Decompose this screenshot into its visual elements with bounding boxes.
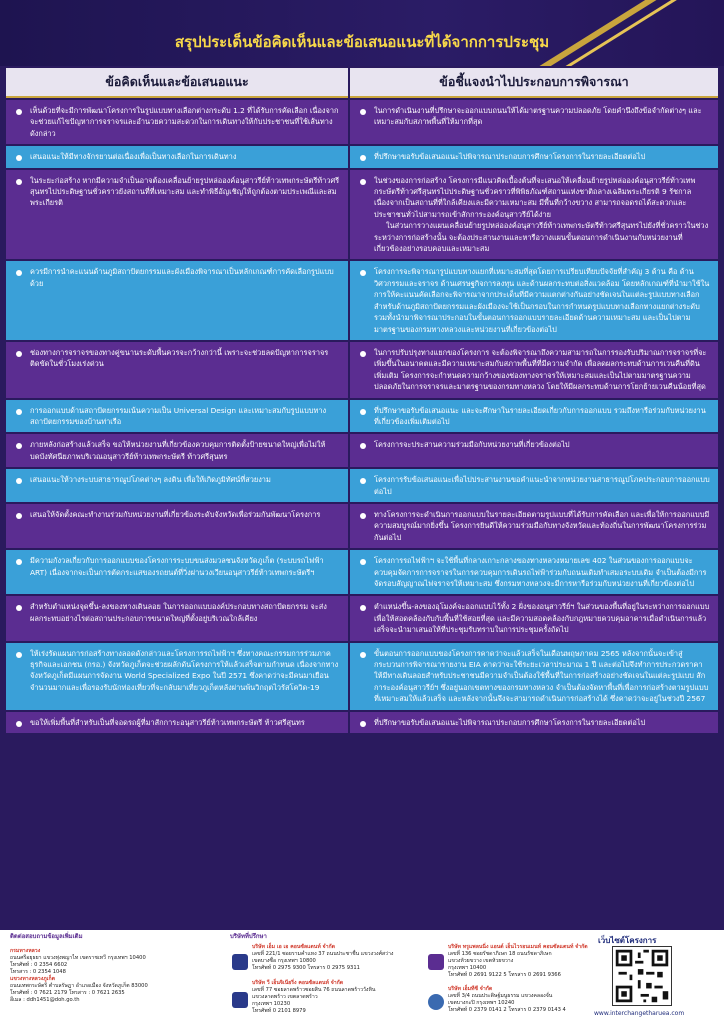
table-row (6, 261, 718, 339)
comment-cell (6, 712, 348, 733)
response-cell (350, 712, 718, 733)
header-banner (0, 0, 724, 66)
column-header-comments: ข้อคิดเห็นและข้อเสนอแนะ (6, 68, 348, 98)
cell-text: เสนอให้จัดตั้งคณะทำงานร่วมกับหน่วยงานที่เกี่ยวข้องระดับจังหวัดเพื่อร่วมกันพัฒนาโครงการ (30, 509, 321, 519)
vec-logo (232, 992, 248, 1008)
cell-text: ทางโครงการจะดำเนินการออกแบบในรายละเอียดตามรูปแบบที่ได้รับการคัดเลือก และเพื่อให้การออกแบบมีความสมบูรณ์มากยิ่งขึ้น โครงการยินดีให้ความร่วมมือกับทางจังหวัดและท้องถิ่นในการพัฒนาโครงการร่วมกันต่อไป (374, 509, 710, 542)
consultant-3: บริษัท ทรูแพลนนิ่ง แอนด์ เอ็นไวรอนเมนท์ คอนซัลแตนท์ จำกัด เลขที่ 136 ซอยรัชดาภิเษก 18 ถนนรัชดาภิเษก แขวงห้วยขวาง เขตห้วยขวาง กรุงเทพฯ 10400 โทรศัพท์ 0 2691 9122 5 โทรสาร 0 2691 9366 (448, 944, 588, 978)
website-title: เว็บไซต์โครงการ (598, 936, 657, 945)
page-title: สรุปประเด็นข้อคิดเห็นและข้อเสนอแนะที่ได้จากการประชุม (174, 33, 550, 51)
consultant-4: บริษัท เอ็มทีซี จำกัด เลขที่ 3/4 ถนนประดิษฐ์มนูธรรม แขวงคลองจั่น เขตบางกะปิ กรุงเทพฯ 10240 โทรศัพท์ 0 2379 0141 2 โทรสาร 0 2379 0143 4 (448, 986, 566, 1013)
cell-text: ช่องทางการจราจรของทางคู่ขนานระดับพื้นควรจะกว้างกว่านี้ เพราะจะช่วยลดปัญหาการจราจรติดขัดในชั่วโมงเร่งด่วน (30, 347, 329, 369)
agency2-line: โทรศัพท์ : 0 7621 2179 โทรสาร : 0 7621 2635 (10, 990, 125, 996)
cell-text: การออกแบบด้านสถาปัตยกรรมเน้นความเป็น Universal Design และเหมาะสมกับรูปแบบทางสถาปัตยกรรมของบ้านท่าเรือ (30, 405, 327, 426)
agency2-line: ถนนเทพกระษัตรี ตำบลรัษฎา อำเภอเมือง จังหวัดภูเก็ต 83000 (10, 983, 148, 989)
cell-text: โครงการรับข้อเสนอแนะเพื่อไปประสานงานขอคำแนะนำจากหน่วยงานสาธารณูปโภคประกอบการออกแบบต่อไป (374, 475, 710, 496)
cell-text: ในช่วงของการก่อสร้าง โครงการมีแนวคิดเบื้องต้นที่จะเสนอให้เคลื่อนย้ายรูปหล่อองค์อนุสาวรีย์ท้าวเทพกระษัตรีท้าวศรีสุนทรไปประดิษฐานชั่วคราวที่พิพิธภัณฑ์สถานแห่งชาติถลางเฉลิมพระเกียรติ 9 รัชกาล เนื่องจากเป็นสถานที่ที่ใกล้เคียงและมีความเหมาะสม มีพื้นที่กว้างขวาง สามารถจอดรถได้สะดวกและประชาชนทั่วไปสามารถเข้าสักการะองค์อนุสาวรีย์ได้ง่าย (374, 175, 696, 219)
cell-text: ตำแหน่งขึ้น-ลงของอุโมงค์จะออกแบบไว้ทั้ง 2 ฝั่งของอนุสาวรีย์ฯ ในส่วนของพื้นที่อยู่ในระหว่างการออกแบบเพื่อให้สอดคล้องกับกับพื้นที่ใช้สอยที่สุด และมีความสอดคล้องกับกฎหมายควบคุมอาคารเมื่อดำเนินการแล้วเสร็จจะนำมาเสนอให้ที่ประชุมรับทราบในการประชุมครั้งถัดไป (374, 602, 710, 635)
cell-text: ขอให้เพิ่มพื้นที่สำหรับเป็นที่จอดรถผู้ที่มาสักการะอนุสาวรีย์ท้าวเทพกระษัตรี ท้าวศรีสุนทร (30, 717, 305, 727)
table-row (6, 550, 718, 594)
consultant-2: บริษัท วี เอ็นจิเนียริ่ง คอนซัลแตนท์ จำกัด เลขที่ 77 ซอยลาดพร้าวซอยสิน 76 ถนนลาดพร้าววังหิน แขวงลาดพร้าว เขตลาดพร้าว กรุงเทพฯ 10230 โทรศัพท์ 0 2101 8979 (252, 980, 376, 1014)
cell-text: ในการดำเนินงานที่ปรึกษาจะออกแบบถนนให้ได้มาตรฐานความปลอดภัย โดยคำนึงถึงข้อจำกัดต่างๆ และเหมาะสมกับสภาพพื้นที่ให้มากที่สุด (374, 106, 702, 127)
comment-cell (6, 596, 348, 640)
cell-text: ที่ปรึกษาขอรับข้อเสนอแนะไปพิจารณาประกอบการศึกษาโครงการในรายละเอียดต่อไป (374, 717, 646, 727)
cell-text: ในการปรับปรุงทางแยกของโครงการ จะต้องพิจารณาถึงความสามารถในการรองรับปริมาณการจราจรที่จะเพิ่มขึ้นในอนาคตและมีความเหมาะสมกับสภาพพื้นที่ที่มีความจำกัด เพื่อลดผลกระทบด้านการเวนคืนที่ดินเพิ่มเติม โครงการจะกำหนดความกว้างของช่องทางจราจรให้เหมาะสมและเป็นไปตามมาตรฐานความปลอดภัยในการจราจรและมาตรฐานของกรมทางหลวง โดยให้มีผลกระทบด้านการโยกย้ายเวนคืนน้อยที่สุด (374, 347, 707, 392)
response-cell (350, 261, 718, 339)
cell-text: โครงการรถไฟฟ้าฯ จะใช้พื้นที่กลางเกาะกลางของทางหลวงหมายเลข 402 ในส่วนของการออกแบบจะควบคุมจัดการการจราจรในการควบคุมการเดินรถไฟฟ้าร่วมกับถนนเดิมทำเสมอระบบเดิม จำเป็นต้องมีการจัดรอบสัญญาณไฟจราจรให้เหมาะสม ซึ่งกรมทางหลวงจะมีการหารือร่วมกับหน่วยงานที่เกี่ยวข้องต่อไป (374, 556, 707, 588)
true-planning-logo (428, 954, 444, 970)
table-row (6, 434, 718, 467)
agency2-name: แขวงทางหลวงภูเก็ต (10, 976, 55, 982)
comment-cell (6, 469, 348, 502)
table-row (6, 146, 718, 167)
consultant-title: บริษัทที่ปรึกษา (230, 933, 267, 940)
mtc-logo (428, 994, 444, 1010)
cell-text: ภายหลังก่อสร้างแล้วเสร็จ ขอให้หน่วยงานที่เกี่ยวข้องควบคุมการติดตั้งป้ายขนาดใหญ่เพื่อไม่ให้บดบังทัศนียภาพบริเวณอนุสาวรีย์ท้าวเทพกระษัตรี ท้าวศรีสุนทร (30, 440, 326, 461)
table-row (6, 712, 718, 733)
contact-block (10, 933, 210, 1004)
cell-text: ที่ปรึกษาขอรับข้อเสนอแนะ และจะศึกษาในรายละเอียดเกี่ยวกับการออกแบบ รวมถึงหารือร่วมกับหน่วยงานที่เกี่ยวข้องเพิ่มเติมต่อไป (374, 405, 706, 426)
comment-cell (6, 550, 348, 594)
response-cell (350, 400, 718, 433)
response-cell (350, 504, 718, 548)
table-row (6, 100, 718, 144)
response-cell (350, 550, 718, 594)
cell-text: ควรมีการนำคะแนนด้านภูมิสถาปัตยกรรมและผังเมืองพิจารณาเป็นหลักเกณฑ์การคัดเลือกรูปแบบด้วย (30, 267, 334, 288)
cell-text: โครงการจะพิจารณารูปแบบทางแยกที่เหมาะสมที่สุดโดยการเปรียบเทียบปัจจัยที่สำคัญ 3 ด้าน คือ ด้านวิศวกรรมและจราจร ด้านเศรษฐกิจการลงทุน และด้านผลกระทบต่อสิ่งแวดล้อม โดยหลักเกณฑ์ที่นำมาใช้ในการให้คะแนนคัดเลือกจะพิจารณาจากประเด็นที่มีความแตกต่างกันอย่างชัดเจนในแต่ละรูปแบบทางเลือก สำหรับด้านภูมิสถาปัตยกรรมและผังเมืองจะใช้เป็นกรอบในการกำหนดรูปแบบทางเลือกทางแยกต่างระดับรวมทั้งนำมาพิจารณาประกอบในขั้นตอนการออกแบบรายละเอียดด้านความเหมาะสม และเป็นไปตามมาตรฐานของกรมทางหลวงและหน่วยงานที่เกี่ยวข้องต่อไป (374, 267, 710, 334)
response-cell (350, 342, 718, 398)
cell-text: ที่ปรึกษาขอรับข้อเสนอแนะไปพิจารณาประกอบการศึกษาโครงการในรายละเอียดต่อไป (374, 152, 646, 162)
comment-cell (6, 100, 348, 144)
column-header-responses: ข้อชี้แจงนำไปประกอบการพิจารณา (350, 68, 718, 98)
cell-text: เห็นด้วยที่จะมีการพัฒนาโครงการในรูปแบบทางเลือกต่างกระดับ 1.2 ที่ได้รับการคัดเลือก เนื่องจากจะช่วยแก้ไขปัญหาการจราจรและอำนวยความสะดวกในการเดินทางให้กับประชาชนที่ใช้เส้นทางดังกล่าว (30, 106, 339, 138)
cell-text: สำหรับตำแหน่งจุดขึ้น-ลงของทางเดินลอย ในการออกแบบองค์ประกอบทางสถาปัตยกรรม จะส่งผลกระทบอย่างไรต่อสถานประกอบการขนาดใหญ่ที่ตั้งอยู่บริเวณใกล้เคียง (30, 602, 327, 623)
agency1-name: กรมทางหลวง (10, 948, 41, 954)
cell-text: ขั้นตอนการออกแบบของโครงการคาดว่าจะแล้วเสร็จในเดือนพฤษภาคม 2565 หลังจากนั้นจะเข้าสู่กระบวนการพิจารณารายงาน EIA คาดว่าจะใช้ระยะเวลาประมาณ 1 ปี และต่อไปจึงทำการประกวดราคาให้มีทางเดินลอยสำหรับประชาชนมีความจำเป็นต้องใช้พื้นที่ในการก่อสร้างอย่างชัดเจนในแต่ละรูปแบบ สักการะองค์อนุสาวรีย์ฯ ซึ่งอยู่นอกเขตทางของกรมทางหลวง จำเป็นต้องจัดหาพื้นที่เพื่อการก่อสร้างตามรูปแบบที่เหมาะสมให้แล้วเสร็จ และหลังจากนั้นจึงจะสามารถดำเนินการก่อสร้างได้ ซึ่งคาดว่าจะอยู่ในช่วงปี 2567 (374, 648, 709, 704)
cell-text: มีความกังวลเกี่ยวกับการออกแบบของโครงการระบบขนส่งมวลชนจังหวัดภูเก็ต (ระบบรถไฟฟ้า ART) เนื่องจากจะเป็นการตัดกระแสของรถยนต์ที่วิ่งผ่านวงเวียนอนุสาวรีย์ท้าวเทพกระษัตรีฯ (30, 556, 324, 577)
response-cell (350, 146, 718, 167)
cell-text: ให้เร่งรัดแผนการก่อสร้างทางลอดดังกล่าวและโครงการรถไฟฟ้าฯ ซึ่งทางคณะกรรมการร่วมภาคธุรกิจและเอกชน (กรอ.) จังหวัดภูเก็ตจะช่วยผลักดันโครงการให้แล้วเสร็จตามกำหนด เนื่องจากทางจังหวัดภูเก็ตมีแผนการจัดงาน World Specialized Expo ในปี 2571 ซึ่งคาดว่าจะมีคนมาเยือนจำนวนมากและเพื่อรองรับนักท่องเที่ยวที่จะกลับมาเที่ยวภูเก็ตหลังผ่านพ้นวิกฤตไวรัสโควิด-19 (30, 648, 339, 692)
response-cell (350, 469, 718, 502)
cell-text: เสนอแนะให้มีทางจักรยานต่อเนื่องเพื่อเป็นทางเลือกในการเดินทาง (30, 152, 237, 162)
cell-text: ในส่วนการวางแผนเคลื่อนย้ายรูปหล่อองค์อนุสาวรีย์ท้าวเทพกระษัตรีท้าวศรีสุนทรไปยังที่ชั่วคราวในช่วงระหว่างการก่อสร้างนั้น จะต้องประสานงานและหารือวางแผนขั้นตอนการดำเนินงานกับหน่วยงานที่เกี่ยวข้องอย่างรอบคอบและเหมาะสม (374, 221, 709, 254)
table-row (6, 400, 718, 433)
cell-text: ในระยะก่อสร้าง หากมีความจำเป็นอาจต้องเคลื่อนย้ายรูปหล่อองค์อนุสาวรีย์ท้าวเทพกระษัตรีท้าวศรีสุนทรไปประดิษฐานชั่วคราวยังสถานที่ที่เหมาะสม และทำพิธีอัญเชิญให้ถูกต้องตามประเพณีและสมพระเกียรติ (30, 175, 340, 208)
response-cell (350, 596, 718, 640)
website-link[interactable]: www.interchangetharuea.com (594, 1010, 685, 1017)
agency2-line: อีเมล : ddh1451@doh.go.th (10, 997, 80, 1003)
agency1-line: โทรศัพท์ : 0 2354 6602 (10, 962, 68, 968)
consultant-1: บริษัท เอ็ม เอ เอ คอนซัลแตนท์ จำกัด เลขที่ 221/1 ซอยรามคำแหง 37 ถนนประชาชื่น แขวงวงศ์สว่าง เขตบางซื่อ กรุงเทพฯ 10800 โทรศัพท์ 0 2975 9300 โทรสาร 0 2975 9311 (252, 944, 394, 971)
comment-cell (6, 504, 348, 548)
agency1-line: ถนนศรีอยุธยา แขวงทุ่งพญาไท เขตราชเทวี กรุงเทพฯ 10400 (10, 955, 146, 961)
cell-text: โครงการจะประสานความร่วมมือกับหน่วยงานที่เกี่ยวข้องต่อไป (374, 440, 570, 450)
response-cell (350, 100, 718, 144)
table-row (6, 504, 718, 548)
agency1-line: โทรสาร : 0 2354 1048 (10, 969, 66, 975)
comment-table (6, 100, 718, 735)
comment-cell (6, 170, 348, 260)
response-cell (350, 434, 718, 467)
comment-cell (6, 342, 348, 398)
comment-cell (6, 434, 348, 467)
table-row (6, 596, 718, 640)
comment-cell (6, 146, 348, 167)
table-row (6, 170, 718, 260)
maa-logo (232, 954, 248, 970)
response-cell (350, 170, 718, 260)
cell-text: เสนอแนะให้วางระบบสาธารณูปโภคต่างๆ ลงดิน เพื่อให้เกิดภูมิทัศน์ที่สวยงาม (30, 475, 271, 485)
table-row (6, 469, 718, 502)
qr-code-icon[interactable] (612, 946, 672, 1006)
contact-title: ติดต่อสอบถามข้อมูลเพิ่มเติม (10, 933, 83, 940)
comment-cell (6, 400, 348, 433)
comment-cell (6, 643, 348, 710)
table-row (6, 643, 718, 710)
comment-cell (6, 261, 348, 339)
table-row (6, 342, 718, 398)
response-cell (350, 643, 718, 710)
